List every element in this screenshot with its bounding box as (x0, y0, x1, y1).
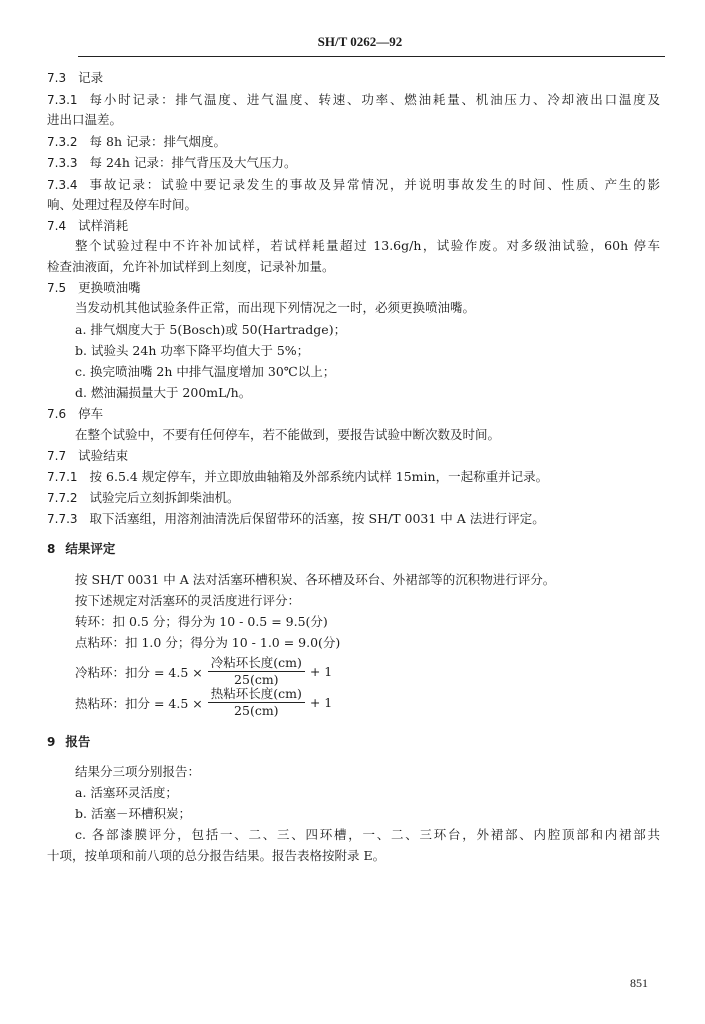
section-number: 7.4 (47, 219, 67, 233)
clause-7-3-2 (47, 134, 226, 150)
section-title: 停车 (78, 406, 104, 421)
clause-7-3-1 (47, 92, 660, 108)
list-item-text: d. 燃油漏损量大于 200mL/h。 (75, 385, 252, 400)
section-9-heading (47, 734, 90, 750)
clause-text: 进出口温差。 (47, 112, 123, 127)
fraction-denominator: 25(cm) (234, 703, 279, 718)
section-7-5-paragraph (75, 300, 475, 316)
paragraph-text: 检查油液面，允许补加试样到上刻度，记录补加量。 (47, 259, 335, 274)
section-number: 7.5 (47, 281, 67, 295)
section-8-paragraph (75, 593, 300, 609)
paragraph-text: 整个试验过程中不许补加试样，若试样耗量超过 13.6g/h，试验作废。对多级油试验，60h 停车 (75, 238, 660, 253)
rule-spot-stuck-ring (75, 635, 340, 651)
clause-number: 7.3.3 (47, 156, 78, 170)
clause-text: 事故记录：试验中要记录发生的事故及异常情况，并说明事故发生的时间、性质、产生的影 (89, 177, 660, 192)
section-title: 报告 (65, 734, 91, 749)
clause-7-7-2 (47, 490, 240, 506)
section-number: 7.7 (47, 449, 67, 463)
paragraph-text: 结果分三项分别报告： (75, 764, 201, 779)
formula-rhs: + 1 (309, 664, 333, 679)
section-title: 试样消耗 (78, 218, 129, 233)
list-item-text: a. 活塞环灵活度； (75, 785, 178, 800)
clause-text: 每 24h 记录：排气背压及大气压力。 (89, 155, 297, 170)
section-8-paragraph (75, 572, 555, 588)
section-number: 9 (47, 735, 56, 749)
header-rule (78, 56, 665, 57)
clause-text: 按 6.5.4 规定停车，并立即放曲轴箱及外部系统内试样 15min，一起称重并记录。 (89, 469, 549, 484)
formula-lhs: 热粘环：扣分 = 4.5 × (75, 695, 203, 711)
section-number: 7.6 (47, 407, 67, 421)
clause-number: 7.7.3 (47, 512, 78, 526)
clause-number: 7.7.1 (47, 470, 78, 484)
paragraph-text: 在整个试验中，不要有任何停车，若不能做到，要报告试验中断次数及时间。 (75, 427, 501, 442)
clause-7-3-1-continued (47, 112, 122, 128)
clause-7-3-4 (47, 177, 660, 193)
list-item (75, 322, 346, 338)
page-number: 851 (630, 976, 648, 990)
list-item-text: b. 活塞－环槽积炭； (75, 806, 191, 821)
list-item-text: a. 排气烟度大于 5(Bosch)或 50(Hartradge)； (75, 322, 347, 337)
list-item-continued (47, 848, 385, 864)
rule-text: 点粘环：扣 1.0 分；得分为 10 - 1.0 = 9.0(分) (75, 635, 341, 650)
section-7-7-heading (47, 448, 128, 464)
formula-hot-stuck-ring (75, 686, 332, 719)
clause-text: 响、处理过程及停车时间。 (47, 197, 198, 212)
rule-text: 转环：扣 0.5 分；得分为 10 - 0.5 = 9.5(分) (75, 614, 328, 629)
section-7-4-paragraph (75, 238, 660, 254)
fraction-denominator: 25(cm) (234, 672, 279, 687)
formula-cold-stuck-ring (75, 655, 332, 688)
clause-text: 试验完后立刻拆卸柴油机。 (89, 490, 240, 505)
paragraph-text: 当发动机其他试验条件正常，而出现下列情况之一时，必须更换喷油嘴。 (75, 300, 476, 315)
section-7-4-paragraph-continued (47, 259, 335, 275)
section-title: 更换喷油嘴 (78, 280, 141, 295)
section-7-3-heading (47, 70, 103, 86)
section-title: 记录 (78, 70, 104, 85)
list-item (75, 785, 178, 801)
standard-code-header: SH/T 0262—92 (317, 34, 403, 49)
paragraph-text: 按下述规定对活塞环的灵活度进行评分： (75, 593, 301, 608)
clause-7-7-1 (47, 469, 548, 485)
section-8-heading (47, 541, 115, 557)
list-item (75, 827, 660, 843)
section-number: 8 (47, 542, 56, 556)
fraction-numerator: 热粘环长度(cm) (208, 686, 305, 703)
clause-number: 7.3.2 (47, 135, 78, 149)
clause-7-7-3 (47, 511, 545, 527)
section-7-6-heading (47, 406, 103, 422)
formula-rhs: + 1 (309, 695, 333, 710)
fraction (208, 655, 305, 688)
clause-number: 7.3.4 (47, 178, 78, 192)
section-7-4-heading (47, 218, 128, 234)
section-7-6-paragraph (75, 427, 500, 443)
section-title: 试验结束 (78, 448, 129, 463)
paragraph-text: 按 SH/T 0031 中 A 法对活塞环槽积炭、各环槽及环台、外裙部等的沉积物进行评分。 (75, 572, 556, 587)
clause-text: 每小时记录：排气温度、进气温度、转速、功率、燃油耗量、机油压力、冷却液出口温度及 (89, 92, 660, 107)
clause-text: 每 8h 记录：排气烟度。 (89, 134, 226, 149)
list-item-text: b. 试验头 24h 功率下降平均值大于 5%； (75, 343, 310, 358)
formula-lhs: 冷粘环：扣分 = 4.5 × (75, 664, 203, 680)
clause-text: 取下活塞组，用溶剂油清洗后保留带环的活塞，按 SH/T 0031 中 A 法进行评定。 (89, 511, 545, 526)
clause-7-3-4-continued (47, 197, 197, 213)
list-item (75, 364, 335, 380)
section-number: 7.3 (47, 71, 67, 85)
list-item (75, 343, 309, 359)
list-item-text: c. 换完喷油嘴 2h 中排气温度增加 30℃以上； (75, 364, 336, 379)
section-title: 结果评定 (65, 541, 116, 556)
list-item (75, 385, 251, 401)
list-item-text: 十项，按单项和前八项的总分报告结果。报告表格按附录 E。 (47, 848, 386, 863)
list-item (75, 806, 191, 822)
fraction-numerator: 冷粘环长度(cm) (208, 655, 305, 672)
clause-7-3-3 (47, 155, 296, 171)
list-item-text: c. 各部漆膜评分，包括一、二、三、四环槽，一、二、三环台，外裙部、内腔顶部和内裙部共 (75, 827, 660, 842)
clause-number: 7.7.2 (47, 491, 78, 505)
section-7-5-heading (47, 280, 141, 296)
fraction (208, 686, 305, 719)
rule-free-ring (75, 614, 328, 630)
section-9-paragraph (75, 764, 200, 780)
clause-number: 7.3.1 (47, 93, 78, 107)
